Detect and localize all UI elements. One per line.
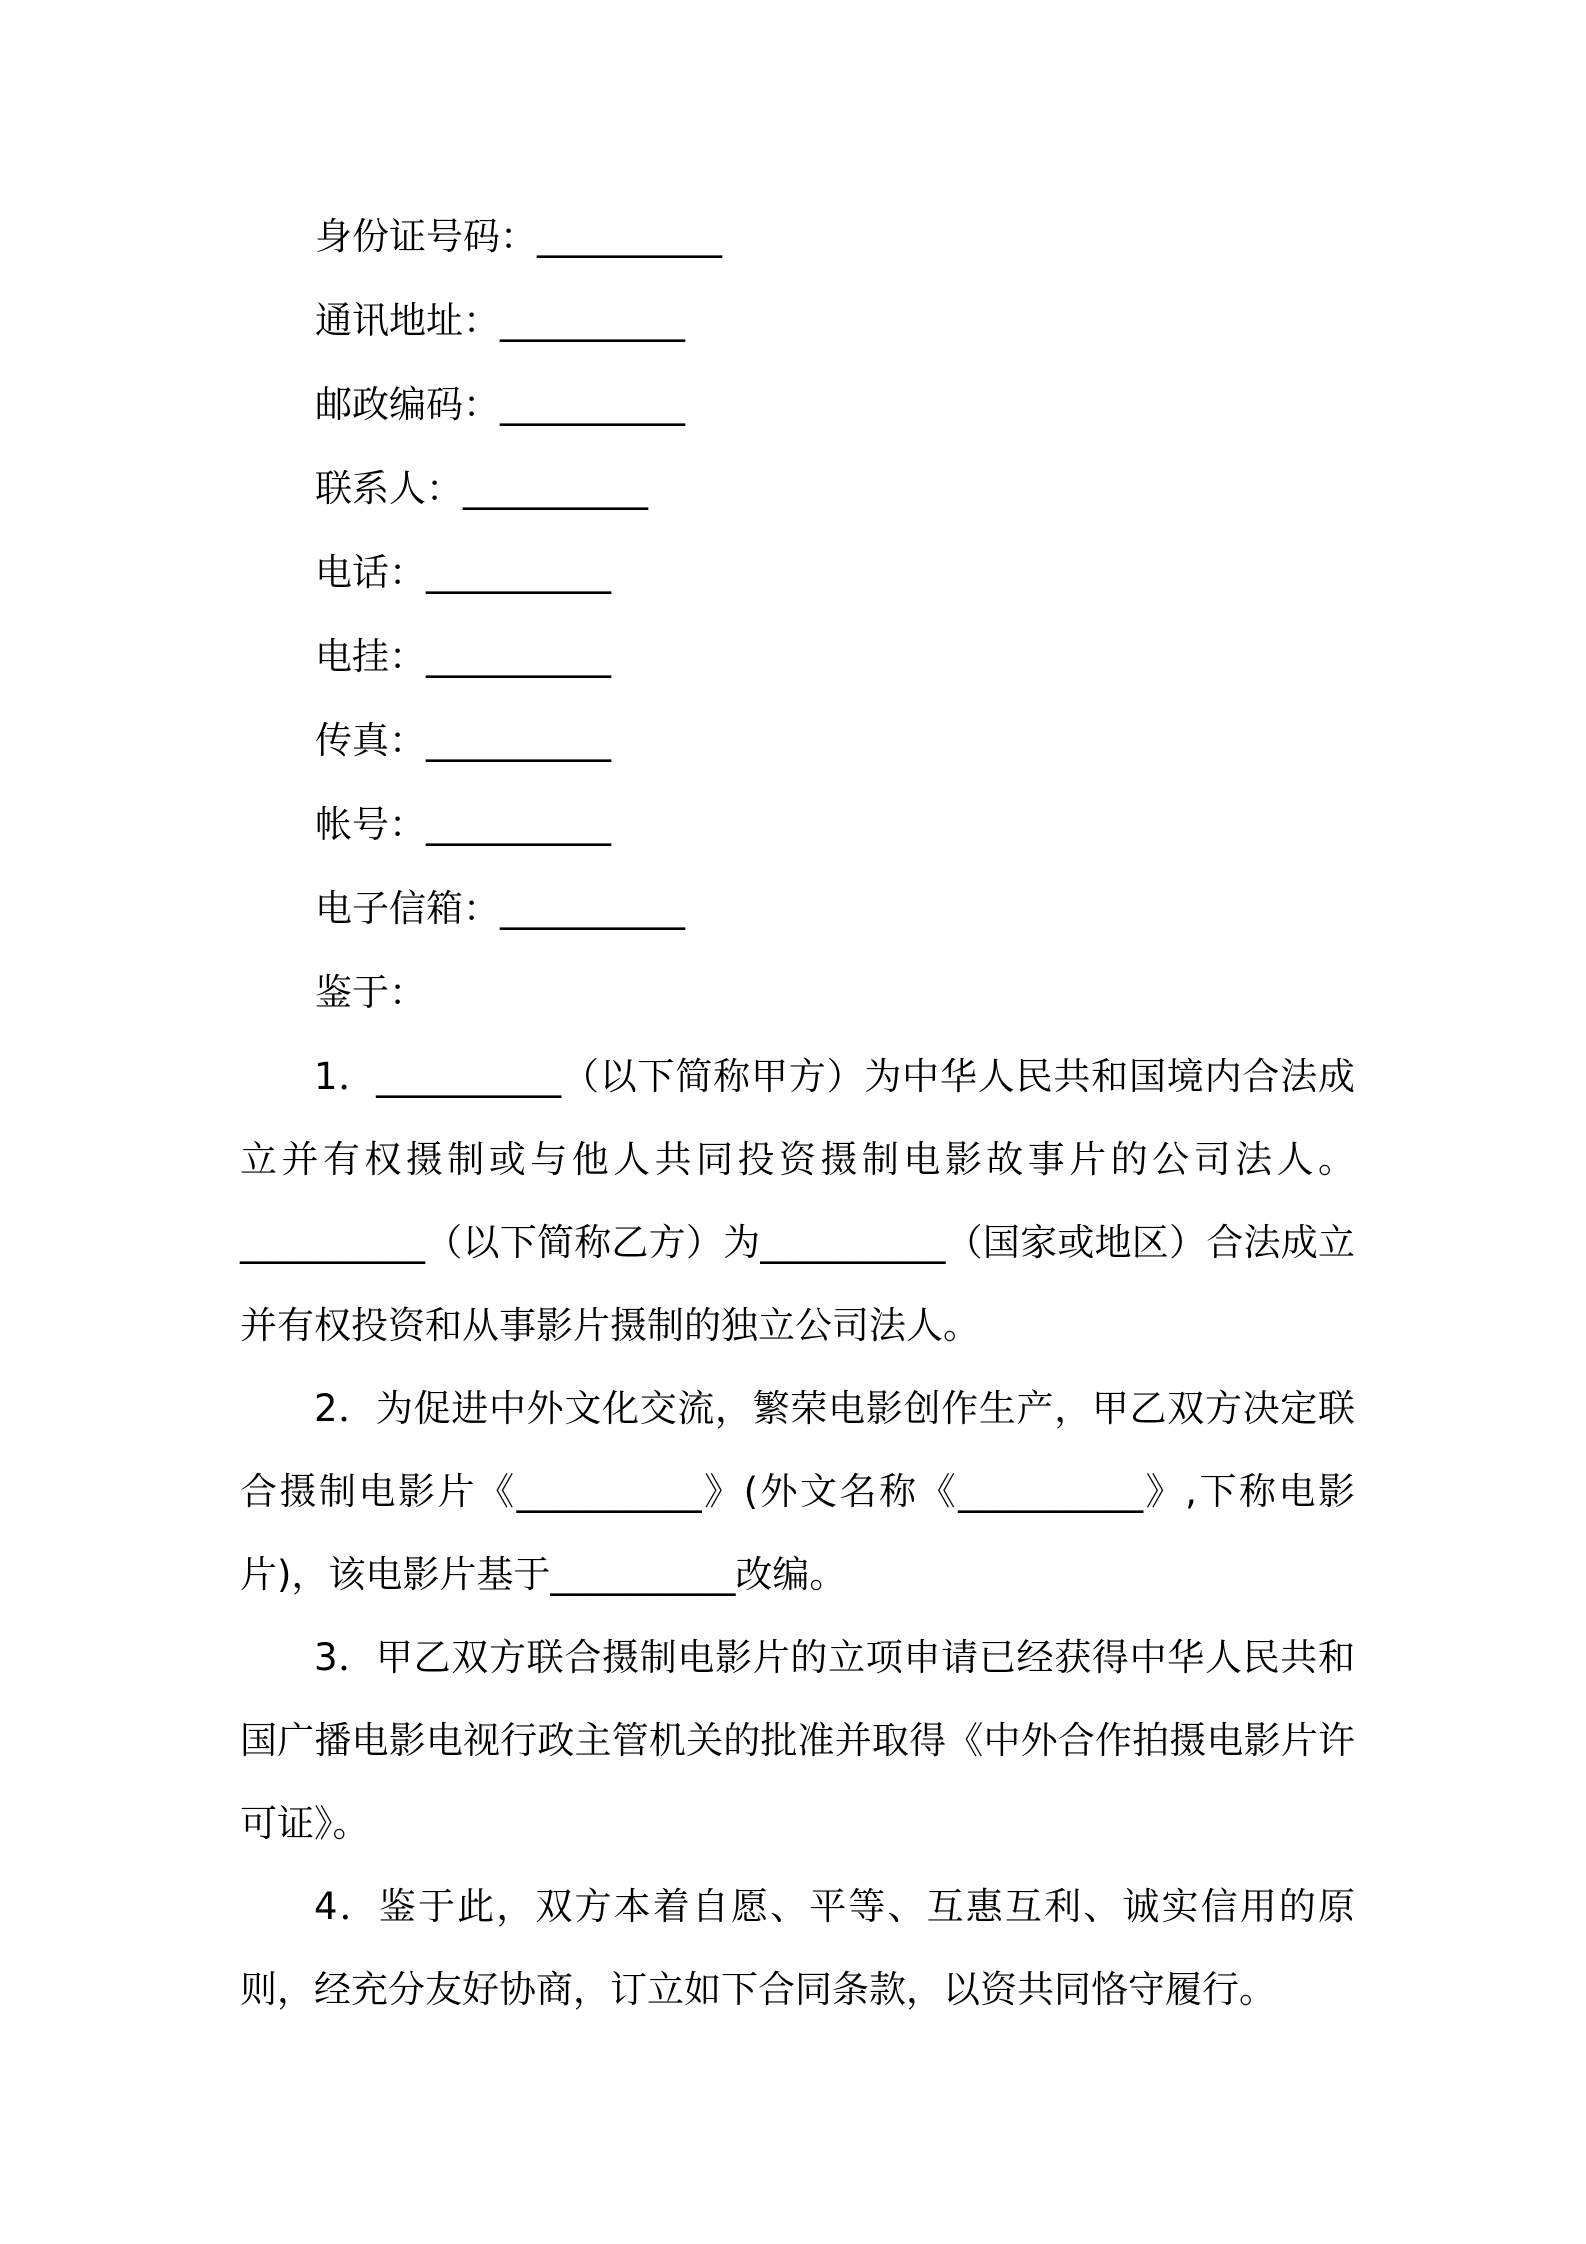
- recital-paragraph-3: 3．甲乙双方联合摄制电影片的立项申请已经获得中华人民共和国广播电影电视行政主管机关的批准并取得《中外合作拍摄电影片许可证》。: [240, 1636, 1355, 1845]
- account-number-field: 帐号：__________: [315, 803, 611, 846]
- whereas-heading: 鉴于：: [315, 971, 426, 1014]
- id-number-field: 身份证号码：__________: [315, 215, 722, 258]
- recital-paragraph-2: 2．为促进中外文化交流，繁荣电影创作生产，甲乙双方决定联合摄制电影片《__________》(外文名称《__________》,下称电影片)，该电影片基于__________改编。: [240, 1387, 1355, 1596]
- mailing-address-field: 通讯地址：__________: [315, 299, 685, 342]
- document-body: [240, 195, 1355, 2031]
- recital-paragraph-4: 4．鉴于此，双方本着自愿、平等、互惠互利、诚实信用的原则，经充分友好协商，订立如下合同条款，以资共同恪守履行。: [240, 1885, 1355, 2011]
- cable-field: 电挂：__________: [315, 635, 611, 678]
- fax-field: 传真：__________: [315, 719, 611, 762]
- phone-field: 电话：__________: [315, 551, 611, 594]
- contact-person-field: 联系人：__________: [315, 467, 648, 510]
- recital-paragraph-1: 1．__________（以下简称甲方）为中华人民共和国境内合法成立并有权摄制或与他人共同投资摄制电影故事片的公司法人。__________（以下简称乙方）为__________（国家或地区）合法成立并有权投资和从事影片摄制的独立公司法人。: [240, 1055, 1355, 1347]
- email-field: 电子信箱：__________: [315, 887, 685, 930]
- postal-code-field: 邮政编码：__________: [315, 383, 685, 426]
